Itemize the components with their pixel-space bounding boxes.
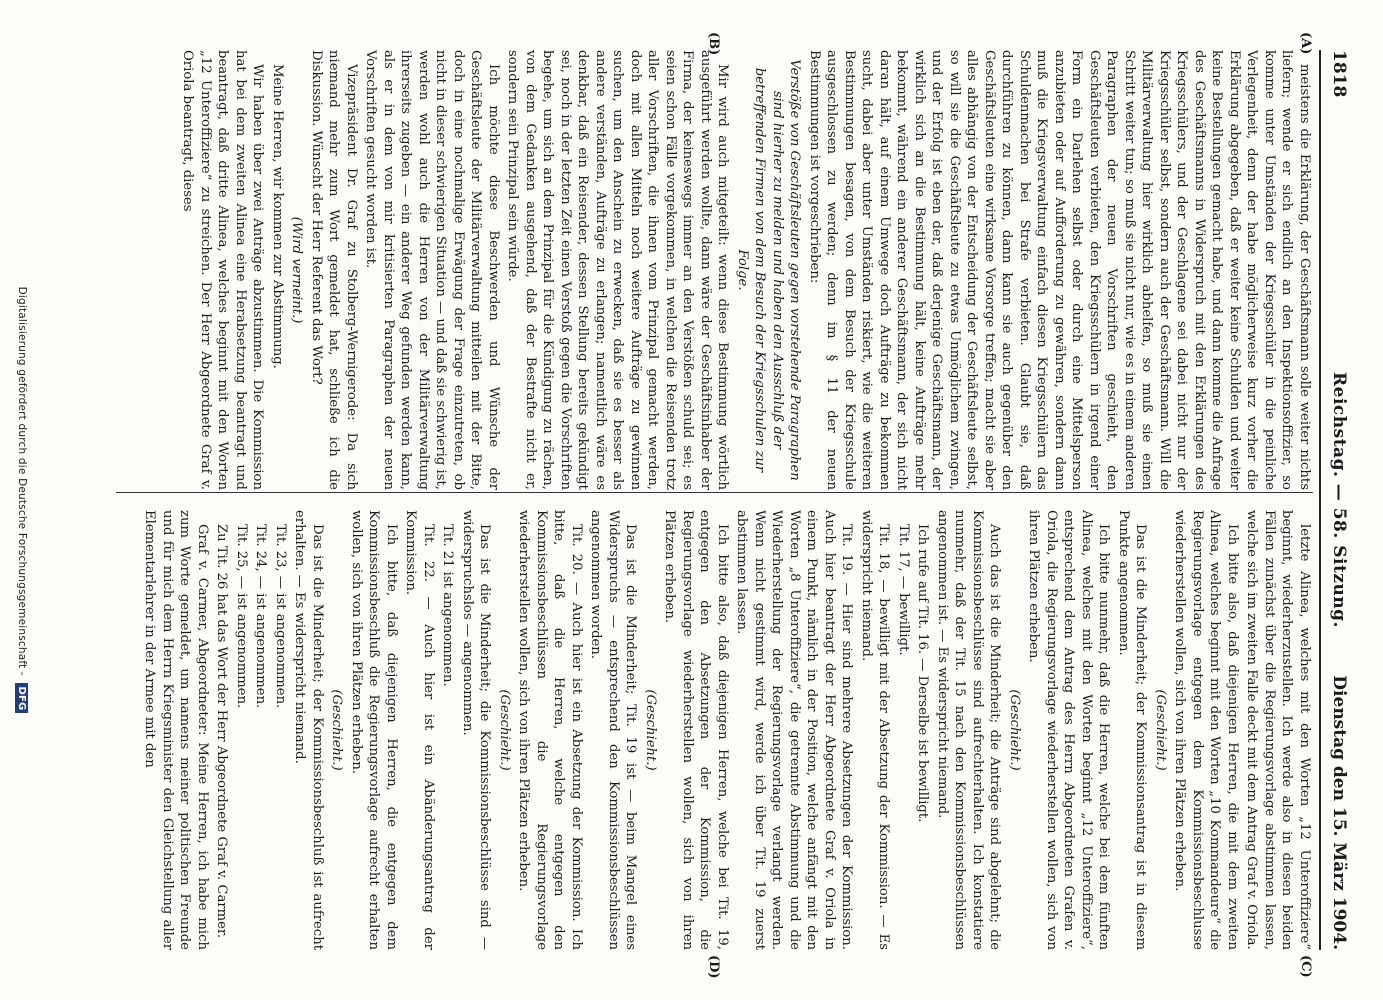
stage-direction: (Geschieht.): [497, 689, 512, 771]
paragraph: Tit. 23, — ist angenommen.: [273, 524, 288, 709]
dfg-logo: DFG: [15, 683, 28, 713]
paragraph: Ich bitte also, daß diejenigen Herren, die mit dem zweiten Alinea, welches beginnt mit den Worten „10 Kommandeure“ die Regierungsvorlage entgegen dem Kommissionsbeschlusse wiederherstellen wollen, sich von ihren Plätzen erheben.: [1172, 510, 1240, 950]
paragraph: Mir wird auch mitgeteilt: wenn diese Bestimmung wörtlich ausgeführt werden wollte, dann wäre der Geschäftsinhaber der Firma, der keineswegs immer an den Verstößen schuld sei; es seien schon Fälle vorgekommen, in welchen die Reisenden trotz aller Vorschriften, die ihnen vom Prinzipal gemacht werden, doch mit allen Mitteln noch weitere Aufträge zu gewinnen suchen, um den Anschein zu erwecken, daß sie es besser als andere verständen, Aufträge zu erlangen; namentlich wäre es denkbar, daß ein Reisender, dessen Stellung bereits gekündigt sei, noch in der letzten Zeit einen Verstoß gegen die Vorschriften begehe, um sich an dem Prinzipal für die Kündigung zu rächen, von dem Gedanken ausgehend, daß der Bestrafte nicht er, sondern sein Prinzipal sein würde.: [505, 50, 731, 490]
paragraph: Das ist die Minderheit; der Kommissionsantrag ist in diesem Punkte angenommen.: [1116, 510, 1149, 950]
paragraph: Tit. 25, — ist angenommen.: [234, 524, 249, 709]
paragraph: Vizepräsident Dr. Graf zu Stolberg-Wernigerode: Da sich niemand mehr zum Wort gemeldet hat, schließe ich die Diskussion. Wünscht der Herr Referent das Wort?: [309, 50, 359, 490]
paragraph: Zu Tit. 26 hat das Wort der Herr Abgeordnete Graf v. Carmer.: [214, 524, 230, 939]
paragraph: Tit. 19. — Hier sind mehrere Absetzungen der Kommission. Auch hier beantragt der Herr Abgeordnete Graf v. Oriola in einem Punkt, nämlich in der Position, welche anfängt mit den Worten „8 Unteroffiziere“, die getrennte Abstimmung und die Wiederherstellung der Regierungsvorlage verlangt werden. Wenn nicht gestimmt wird, werde ich über Tit. 19 zuerst abstimmen lassen.: [734, 510, 855, 950]
paragraph: Ich bitte, daß diejenigen Herren, die entgegen dem Kommissionsbeschluß die Regierungsvorlage aufrecht erhalten wollen, sich von ihren Plätzen erheben.: [349, 510, 399, 950]
quoted-regulation: Verstöße von Geschäftsleuten gegen vorstehende Paragraphen sind hierher zu melden und haben den Ausschluß der betreffenden Firmen von dem Besuch der Kriegsschulen zur Folge.: [735, 59, 803, 481]
paragraph: letzte Alinea, welches mit den Worten „12 Unteroffiziere“ beginnt, wiederherzustellen. Ich werde also in diesen beiden Fällen zunächst über die Regierungsvorlage abstimmen lassen, welche sich im zweiten Falle deckt mit dem Antrag Graf v. Oriola.: [1244, 510, 1312, 950]
margin-mark-c: (C): [1298, 955, 1313, 978]
paragraph: Graf v. Carmer, Abgeordneter: Meine Herren, ich habe mich zum Worte gemeldet, um namens meiner politischen Freunde und für mich dem Herrn Kriegsminister den Gleichstellung aller Elementarlehrer in der Armee mit den: [142, 510, 210, 950]
stage-direction: (Wird verneint.): [289, 216, 305, 324]
paragraph: meistens die Erklärung, der Geschäftsmann solle weiter nichts liefern; wende er sich endlich an den Inspektionsoffizier, so komme unter Umständen der Kriegsschüler in die peinliche Verlegenheit, denn der habe möglicherweise kurz vorher die Erklärung abgegeben, daß er weiter keine Schulden und weiter keine Bestellungen gemacht habe, und dann komme die Anfrage des Geschäftsmanns in Widerspruch mit den Erklärungen des Kriegsschülers, und der Geschlagene sei dabei nicht nur der Kriegsschüler selbst, sondern auch der Geschäftsmann. Will die Militärverwaltung hier wirklich abhelfen, so muß sie einen Schritt weiter tun; so muß sie nicht nur, wie es in einem anderen Paragraphen der neuen Vorschriften geschieht, den Geschäftsleuten verbieten, den Kriegsschülern in irgend einer Form ein Darlehen selbst oder durch eine Mittelsperson anzubieten oder auf Aufforderung zu gewähren, sondern dann muß die Kriegsverwaltung einfach diesen Kriegsschülern das Schuldenmachen bei Strafe verbieten. Glaubt sie, daß durchführen zu können, dann kann sie auch gegenüber den Geschäftsleuten eine wirksame Vorsorge treffen; macht sie aber alles abhängig von der Entscheidung der Geschäftsleute selbst, so will sie die Geschäftsleute zu etwas Unmöglichem zwingen, und der Erfolg ist eben der, daß derjenige Geschäftsmann, der wirklich sich an die Bestimmung hält, keine Aufträge mehr bekommt, während ein anderer Geschäftsmann, der sich nicht daran hält, auf einem Umwege doch Aufträge zu bekommen sucht, dabei aber unter Umständen riskiert, wie die weiteren Bestimmungen besagen, von dem Besuch der Kriegsschule ausgeschlossen zu werden; denn im § 11 der neuen Bestimmungen ist vorgeschrieben:: [807, 50, 1312, 490]
margin-mark-a: (A): [1298, 32, 1313, 55]
page-number: 1818: [1329, 50, 1349, 98]
stage-direction: (Geschieht.): [643, 689, 658, 771]
paragraph: Ich möchte diese Beschwerden und Wünsche der Geschäftsleute der Militärverwaltung mitteilen mit der Bitte, doch in eine nochmalige Erwägung der Frage einzutreten, ob nicht in dieser schwierigen Situation — und daß sie schwierig ist, werden wohl auch die Herren von der Militärverwaltung ihrerseits zugeben — ein anderer Weg gefunden werden kann, als er in dem von mir kritisierten Paragraphen der neuen Vorschriften gesucht worden ist.: [363, 50, 501, 490]
page-header: [1325, 50, 1349, 950]
paragraph: Wir haben über zwei Anträge abzustimmen. Die Kommission hat bei dem zweiten Alinea eine Herabsetzung beantragt und beantragt, daß dritte Alinea, welches beginnt mit den Worten „12 Unteroffiziere“ zu streichen. Der Herr Abgeordnete Graf v. Oriola beantragt, dieses: [180, 50, 266, 490]
paragraph: Tit. 17, — bewilligt.: [896, 524, 911, 656]
digitization-credit: [6, 0, 28, 1000]
page-title: Reichstag. — 58. Sitzung.: [1329, 372, 1349, 628]
stage-direction: (Geschieht.): [1153, 689, 1168, 771]
session-date: Dienstag den 15. März 1904.: [1329, 675, 1349, 950]
paragraph: Tit. 24, — ist angenommen.: [253, 524, 269, 709]
paragraph: Ich bitte nunmehr, daß die Herren, welche bei dem fünften Alinea, welches mit den Worten beginnt „12 Unteroffiziere“, entsprechend dem Antrag des Herrn Abgeordneten Grafen v. Oriola, die Regierungsvorlage wiederherstellen wollen, sich von ihren Plätzen erheben.: [1026, 510, 1112, 950]
right-column: [116, 510, 1313, 950]
paragraph: Auch das ist die Minderheit; die Anträge sind abgelehnt; die Kommissionsbeschlüsse sind aufrechterhalten. Ich konstatiere nunmehr, daß der Tit. 15 nach den Kommissionsbeschlüssen angenommen ist. — Es widerspricht niemand.: [935, 510, 1003, 950]
paragraph: Ich bitte also, daß diejenigen Herren, welche bei Tit. 19, entgegen den Absetzungen der Kommission, die Regierungsvorlage wiederherstellen wollen, sich von ihren Plätzen erheben.: [662, 510, 730, 950]
margin-mark-d: (D): [706, 955, 721, 979]
stage-direction: (Geschieht.): [329, 689, 345, 771]
column-divider: [116, 492, 1313, 493]
stage-direction: (Geschieht.): [1007, 689, 1022, 771]
left-column: [116, 50, 1313, 490]
paragraph: Tit. 18, — bewilligt mit der Absetzung der Kommission. — Es widerspricht niemand.: [859, 510, 892, 950]
paragraph: Tit. 20. — Auch hier ist ein Absetzung der Kommission. Ich bitte, daß die Herren, welche entgegen den Kommissionsbeschlüssen die Regierungsvorlage wiederherstellen wollen, sich von ihren Plätzen erheben.: [516, 510, 584, 950]
paragraph: Das ist die Minderheit; die Kommissionsbeschlüsse sind — widerspruchslos — angenommen.: [460, 510, 493, 950]
paragraph: Tit. 22. — Auch hier ist ein Abänderungsantrag der Kommission.: [403, 510, 436, 950]
paragraph: Das ist die Minderheit; der Kommissionsbeschluß ist aufrecht erhalten. — Es widerspricht niemand.: [292, 510, 325, 950]
paragraph: Ich rufe auf Tit. 16. — Derselbe ist bewilligt.: [915, 524, 931, 823]
paragraph: Das ist die Minderheit; Tit. 19 ist — beim Mangel eines Widerspruchs — entsprechend den Kommissionsbeschlüssen angenommen worden.: [588, 510, 639, 950]
margin-mark-b: (B): [706, 32, 721, 56]
paragraph: Tit. 21 ist angenommen.: [440, 524, 456, 687]
paragraph: Meine Herren, wir kommen zur Abstimmung.: [270, 64, 285, 369]
header-rule: [1319, 50, 1321, 950]
credit-text: Digitalisierung gefördert durch die Deutsche Forschungsgemeinschaft -: [16, 286, 28, 676]
